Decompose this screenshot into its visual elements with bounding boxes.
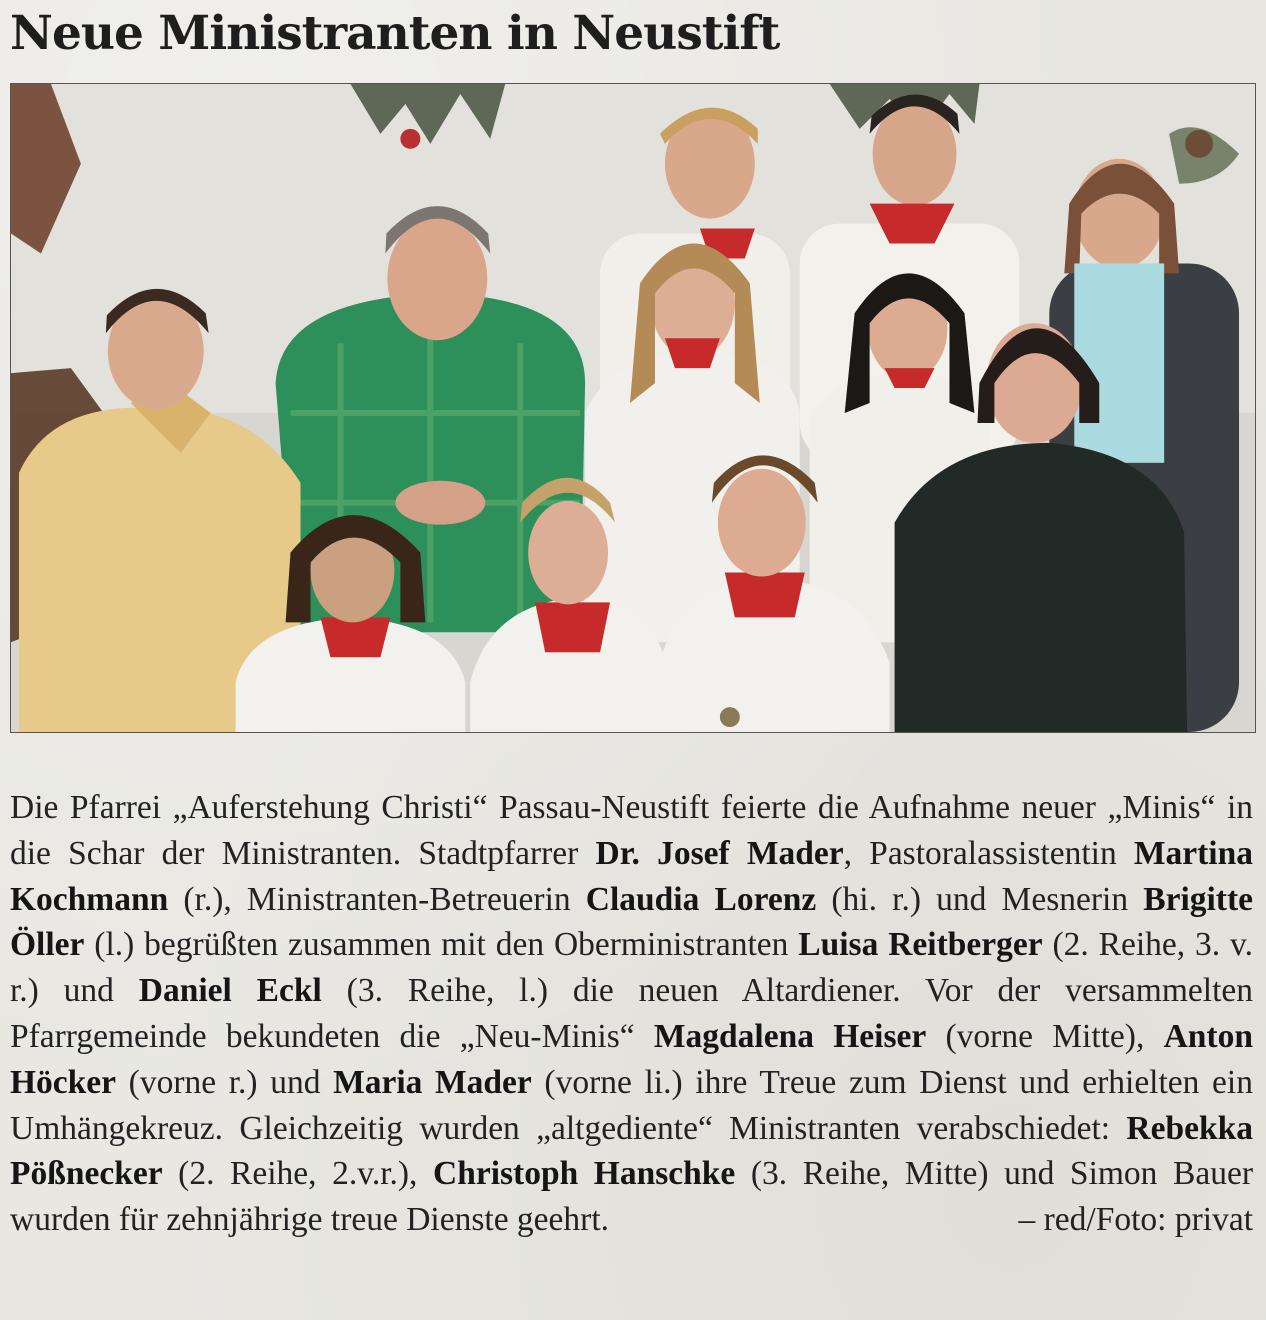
caption-run: (hi. r.) und Mesnerin bbox=[816, 880, 1144, 918]
caption-run: Die Pfarrei „Auferstehung Christi“ Passau-Neustift feierte die Aufnahme neuer „Minis“ in die Schar der Ministranten. Stadtpfarrer bbox=[10, 789, 1253, 872]
caption-run: (l.) begrüßten zusammen mit den Oberministranten bbox=[84, 926, 799, 964]
caption-run: (vorne Mitte), bbox=[926, 1017, 1164, 1055]
caption-run: (vorne li.) ihre Treue zum Dienst und erhielten ein Umhängekreuz. Gleichzeitig wurden „altgediente“ Ministranten verabschiedet: bbox=[10, 1063, 1253, 1147]
caption-name: Rebekka Pößnecker bbox=[10, 1109, 1253, 1193]
caption-text bbox=[10, 789, 1253, 1238]
caption-name: Luisa Reitberger bbox=[798, 926, 1043, 964]
caption-name: Anton Höcker bbox=[10, 1017, 1253, 1101]
caption-run: (3. Reihe, l.) die neuen Altardiener. Vor der versammelten Pfarrgemeinde bekundeten die „Neu-Minis“ bbox=[10, 972, 1254, 1055]
group-photo bbox=[10, 83, 1256, 733]
caption-run: (2. Reihe, 3. v. r.) und bbox=[10, 926, 1253, 1010]
caption-name: Christoph Hanschke bbox=[433, 1155, 736, 1193]
caption-run: (r.), Ministranten-Betreuerin bbox=[168, 880, 586, 918]
caption-name: Maria Mader bbox=[333, 1063, 532, 1101]
caption-name: Dr. Josef Mader bbox=[595, 834, 844, 872]
caption-name: Claudia Lorenz bbox=[585, 880, 817, 918]
caption-run: (3. Reihe, Mitte) und Simon Bauer wurden für zehnjährige treue Dienste geehrt. bbox=[10, 1155, 1253, 1239]
photo-caption bbox=[10, 785, 1253, 1243]
caption-run: , Pastoralassistentin bbox=[843, 834, 1134, 872]
caption-name: Daniel Eckl bbox=[138, 972, 322, 1010]
caption-name: Magdalena Heiser bbox=[653, 1017, 927, 1055]
headline: Neue Ministranten in Neustift bbox=[10, 6, 780, 61]
caption-name: Brigitte Öller bbox=[10, 880, 1253, 964]
caption-run: (vorne r.) und bbox=[116, 1063, 334, 1101]
caption-run: (2. Reihe, 2.v.r.), bbox=[162, 1155, 433, 1193]
group-photo-illustration bbox=[11, 84, 1255, 732]
caption-name: Martina Kochmann bbox=[10, 834, 1253, 918]
photo-credit: – red/Foto: privat bbox=[1018, 1201, 1253, 1239]
